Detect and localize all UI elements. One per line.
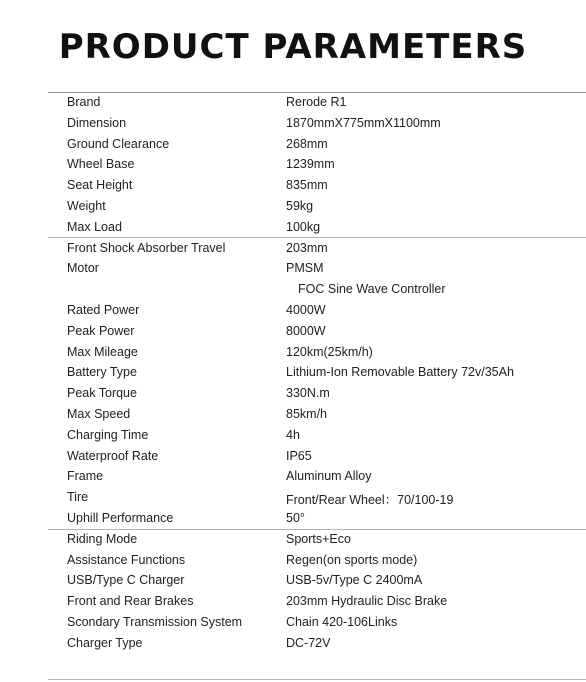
- row-value: 203mm Hydraulic Disc Brake: [286, 594, 448, 609]
- row-label: Max Load: [67, 219, 122, 234]
- row-value: 8000W: [286, 323, 326, 338]
- bottom-divider: [48, 679, 586, 680]
- table-row: [0, 238, 586, 259]
- row-label: Front and Rear Brakes: [67, 594, 194, 609]
- row-value: Sports+Eco: [286, 531, 351, 546]
- table-row: [0, 279, 586, 300]
- table-row: [0, 425, 586, 446]
- row-label: Charging Time: [67, 427, 149, 442]
- row-value: 1239mm: [286, 157, 335, 172]
- table-row: [0, 258, 586, 279]
- table-row: [0, 466, 586, 487]
- row-value: Chain 420-106Links: [286, 614, 398, 629]
- row-value: 1870mmX775mmX1100mm: [286, 115, 441, 130]
- row-label: Peak Power: [67, 323, 135, 338]
- page-title: PRODUCT PARAMETERS: [58, 27, 528, 67]
- row-value: 59kg: [286, 198, 314, 213]
- row-value: 85km/h: [286, 406, 327, 421]
- row-value: 203mm: [286, 240, 328, 255]
- row-label: Front Shock Absorber Travel: [67, 240, 226, 255]
- row-value: Aluminum Alloy: [286, 469, 372, 484]
- row-label: Motor: [67, 261, 99, 276]
- row-label: Frame: [67, 469, 104, 484]
- row-label: USB/Type C Charger: [67, 573, 185, 588]
- row-label: Brand: [67, 95, 101, 109]
- table-row: [0, 154, 586, 175]
- table-row: [0, 321, 586, 342]
- table-row: [0, 342, 586, 363]
- row-value: 100kg: [286, 219, 321, 234]
- row-label: Ground Clearance: [67, 136, 170, 151]
- row-label: Riding Mode: [67, 531, 138, 546]
- row-label: Scondary Transmission System: [67, 614, 243, 629]
- row-value: 4h: [286, 427, 300, 442]
- row-label: Dimension: [67, 115, 127, 130]
- row-value: Lithium-Ion Removable Battery 72v/35Ah: [286, 365, 514, 380]
- table-row: [0, 487, 586, 508]
- row-value: USB-5v/Type C 2400mA: [286, 573, 423, 588]
- row-label: Uphill Performance: [67, 510, 174, 525]
- row-label: Tire: [67, 490, 89, 505]
- table-row: [0, 612, 586, 633]
- row-value: 330N.m: [286, 386, 330, 401]
- row-value: 50°: [286, 510, 305, 525]
- row-value: FOC Sine Wave Controller: [298, 282, 446, 297]
- row-value: 4000W: [286, 302, 326, 317]
- table-row: [0, 300, 586, 321]
- table-row: [0, 508, 586, 529]
- row-value: Front/Rear Wheel：70/100-19: [286, 493, 454, 508]
- table-row: [0, 383, 586, 404]
- table-row: [0, 217, 586, 238]
- row-value: 120km(25km/h): [286, 344, 373, 359]
- row-label: Battery Type: [67, 365, 137, 380]
- row-label: Max Mileage: [67, 344, 138, 359]
- table-row: [0, 196, 586, 217]
- table-row: [0, 529, 586, 550]
- row-value: DC-72V: [286, 635, 331, 650]
- table-row: [0, 550, 586, 571]
- row-value: Regen(on sports mode): [286, 552, 418, 567]
- table-row: [0, 175, 586, 196]
- row-value: Rerode R1: [286, 95, 347, 109]
- row-label: Waterproof Rate: [67, 448, 159, 463]
- table-row: [0, 570, 586, 591]
- row-label: Seat Height: [67, 178, 133, 193]
- row-label: Assistance Functions: [67, 552, 186, 567]
- table-row: [0, 633, 586, 654]
- table-row: [0, 92, 586, 113]
- table-row: [0, 404, 586, 425]
- table-row: [0, 134, 586, 155]
- row-value: PMSM: [286, 261, 324, 276]
- row-label: Charger Type: [67, 635, 143, 650]
- row-label: Wheel Base: [67, 157, 135, 172]
- parameters-table: [0, 92, 586, 654]
- row-label: Weight: [67, 198, 106, 213]
- table-row: [0, 446, 586, 467]
- table-row: [0, 591, 586, 612]
- row-value: 835mm: [286, 178, 328, 193]
- table-row: [0, 113, 586, 134]
- row-label: Peak Torque: [67, 386, 137, 401]
- table-row: [0, 362, 586, 383]
- row-value: IP65: [286, 448, 312, 463]
- row-label: Max Speed: [67, 406, 131, 421]
- row-value: 268mm: [286, 136, 328, 151]
- row-label: Rated Power: [67, 302, 140, 317]
